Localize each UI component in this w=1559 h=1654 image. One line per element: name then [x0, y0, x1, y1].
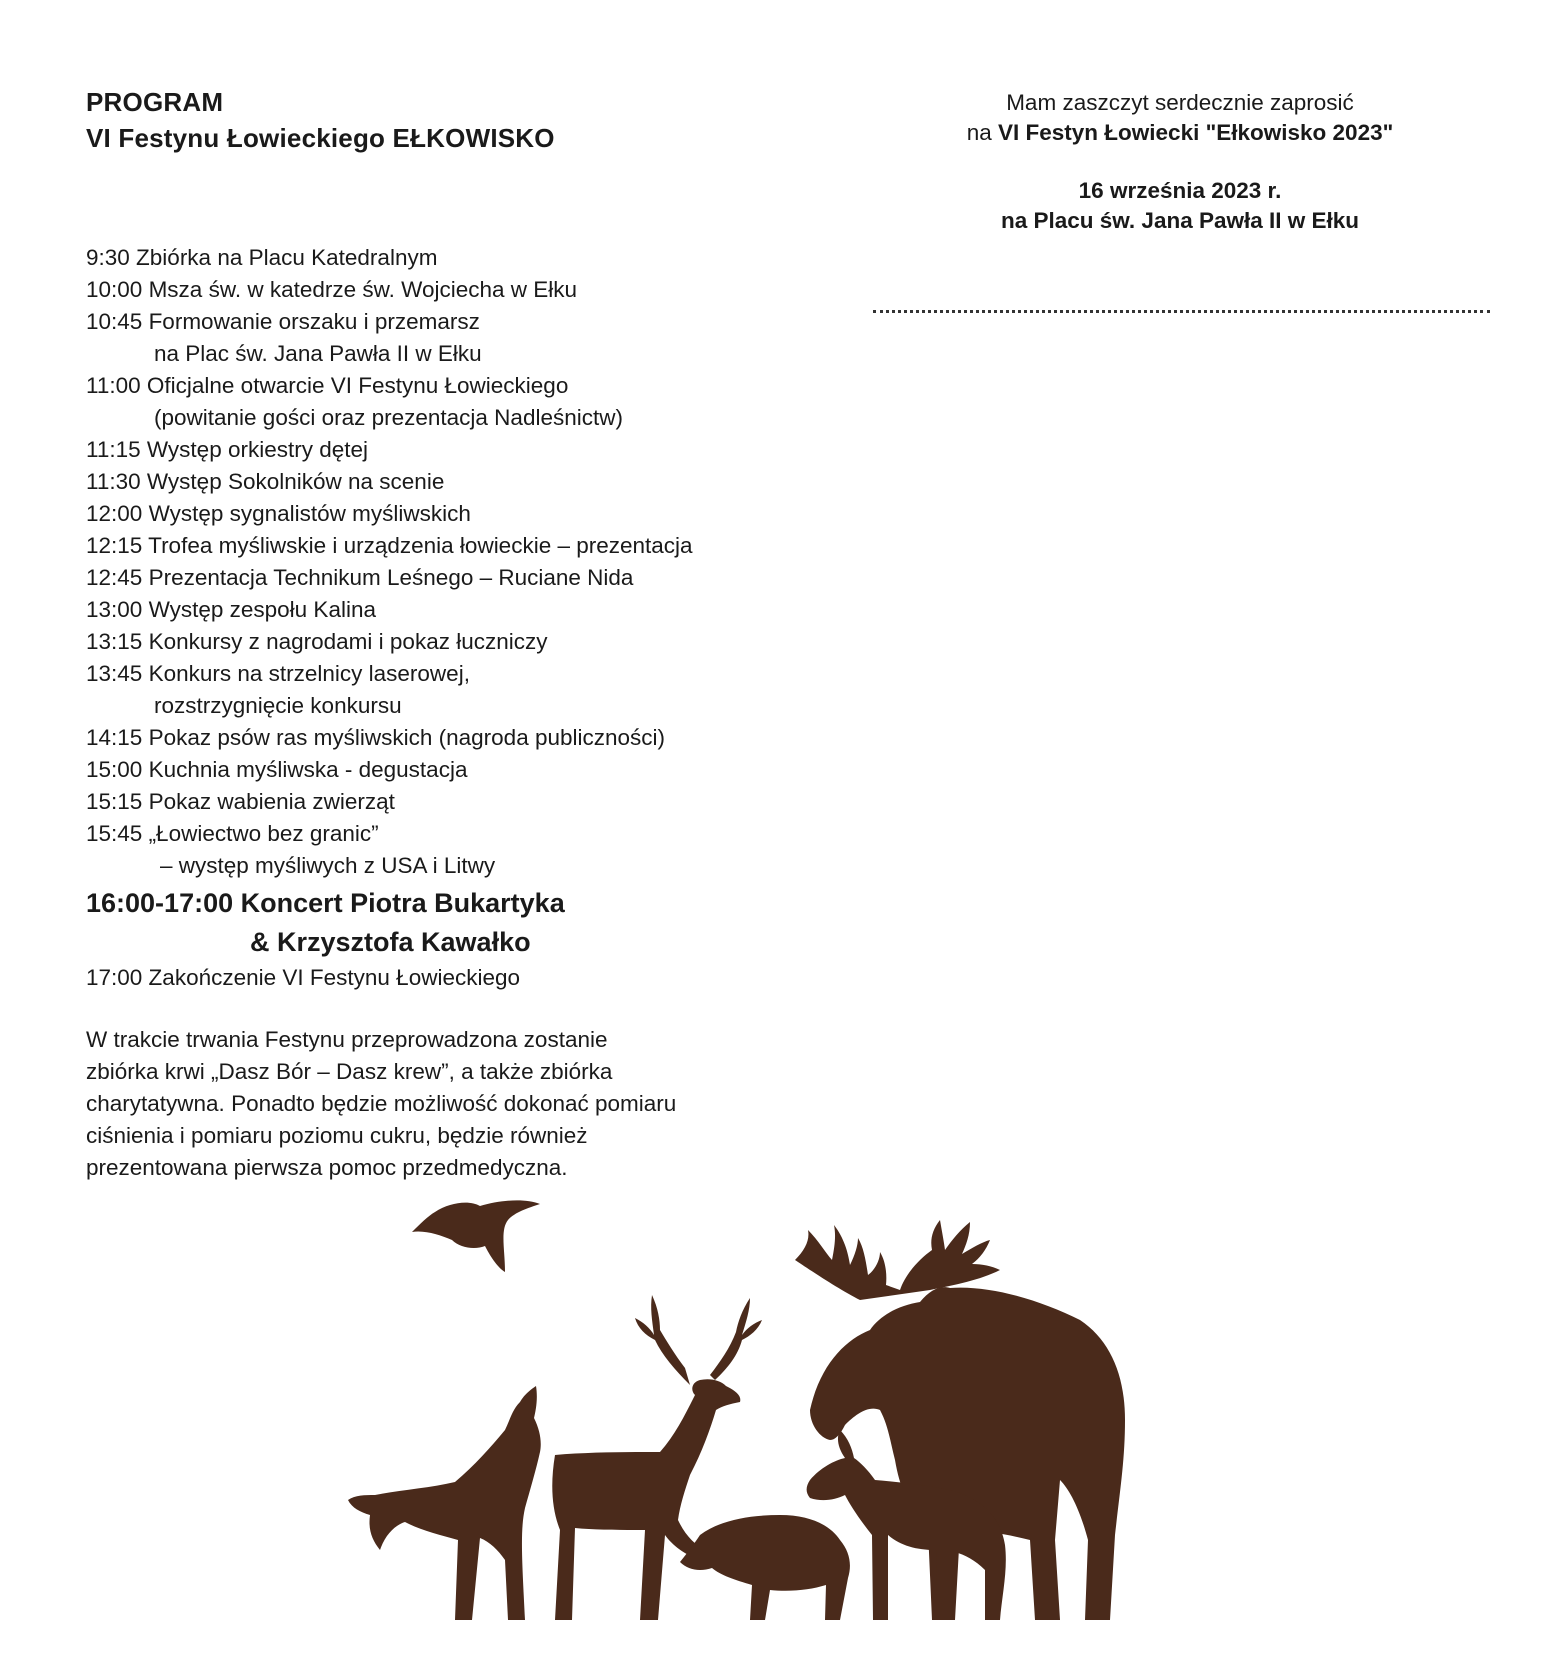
- festival-note: [86, 1024, 766, 1184]
- schedule-text: Trofea myśliwskie i urządzenia łowieckie – prezentacja: [142, 533, 693, 558]
- schedule-item: [86, 754, 766, 786]
- wolf-silhouette: [348, 1386, 541, 1620]
- invitation-line-1: Mam zaszczyt serdecznie zaprosić: [1006, 90, 1354, 115]
- deer-silhouette: [552, 1379, 740, 1620]
- closing-item: 17:00 Zakończenie VI Festynu Łowieckiego: [86, 965, 521, 990]
- schedule-item: [86, 658, 766, 722]
- schedule-item: [86, 562, 766, 594]
- schedule-item: [86, 306, 766, 370]
- schedule-time: 9:30: [86, 245, 130, 270]
- note-line: zbiórka krwi „Dasz Bór – Dasz krew”, a także zbiórka: [86, 1059, 613, 1084]
- schedule-line: [86, 434, 766, 466]
- schedule-time: 12:45: [86, 565, 143, 590]
- invitation-column: [860, 88, 1500, 236]
- schedule-item: [86, 434, 766, 466]
- schedule-text: Kuchnia myśliwska - degustacja: [142, 757, 468, 782]
- note-line: prezentowana pierwsza pomoc przedmedyczna.: [86, 1155, 568, 1180]
- schedule-continuation: – występ myśliwych z USA i Litwy: [160, 853, 496, 878]
- schedule-text: „Łowiectwo bez granic”: [142, 821, 379, 846]
- schedule-line: [86, 594, 766, 626]
- schedule-time: 15:15: [86, 789, 143, 814]
- note-line: W trakcie trwania Festynu przeprowadzona zostanie: [86, 1027, 608, 1052]
- invitation-place: na Placu św. Jana Pawła II w Ełku: [1000, 208, 1360, 233]
- program-subtitle: VI Festynu Łowieckiego EŁKOWISKO: [86, 123, 555, 153]
- schedule-time: 15:00: [86, 757, 143, 782]
- schedule-line: [86, 786, 766, 818]
- schedule-item: [86, 594, 766, 626]
- invitation-prefix: na: [966, 120, 999, 145]
- schedule-text: Oficjalne otwarcie VI Festynu Łowieckiego: [140, 373, 569, 398]
- schedule-line: [86, 242, 766, 274]
- schedule-time: 12:15: [86, 533, 143, 558]
- schedule-item: [86, 466, 766, 498]
- schedule-time: 10:00: [86, 277, 143, 302]
- concert-highlight: [86, 884, 766, 962]
- schedule-text: Konkurs na strzelnicy laserowej,: [142, 661, 470, 686]
- schedule-continuation: na Plac św. Jana Pawła II w Ełku: [154, 341, 482, 366]
- schedule-text: Msza św. w katedrze św. Wojciecha w Ełku: [142, 277, 578, 302]
- concert-line-2: & Krzysztofa Kawałko: [250, 927, 531, 957]
- schedule-line: [86, 658, 766, 690]
- schedule-item: [86, 242, 766, 274]
- schedule-time: 13:00: [86, 597, 143, 622]
- schedule-item: [86, 786, 766, 818]
- concert-line-1: 16:00-17:00 Koncert Piotra Bukartyka: [86, 888, 565, 918]
- schedule-time: 11:15: [86, 437, 141, 462]
- schedule-line: [86, 626, 766, 658]
- schedule-item: [86, 274, 766, 306]
- schedule-list: [86, 242, 766, 994]
- schedule-text: Występ sygnalistów myśliwskich: [142, 501, 471, 526]
- schedule-continuation: rozstrzygnięcie konkursu: [154, 693, 402, 718]
- schedule-text: Prezentacja Technikum Leśnego – Ruciane Nida: [142, 565, 634, 590]
- schedule-line: [86, 306, 766, 338]
- schedule-text: Pokaz psów ras myśliwskich (nagroda publiczności): [142, 725, 666, 750]
- schedule-item: [86, 498, 766, 530]
- signature-line: [873, 310, 1490, 313]
- program-column: [86, 84, 766, 1184]
- schedule-line: [86, 466, 766, 498]
- schedule-time: 10:45: [86, 309, 143, 334]
- schedule-continuation: (powitanie gości oraz prezentacja Nadleśnictw): [154, 405, 623, 430]
- schedule-line: [86, 498, 766, 530]
- wildlife-silhouette-illustration: [340, 1190, 1180, 1630]
- schedule-text: Formowanie orszaku i przemarsz: [142, 309, 480, 334]
- schedule-time: 11:00: [86, 373, 141, 398]
- bird-silhouette: [412, 1200, 540, 1272]
- schedule-rows: [86, 242, 766, 882]
- moose-silhouette: [810, 1287, 1125, 1620]
- schedule-line: [86, 370, 766, 402]
- schedule-item: [86, 530, 766, 562]
- note-line: charytatywna. Ponadto będzie możliwość dokonać pomiaru: [86, 1091, 677, 1116]
- schedule-text: Występ orkiestry dętej: [140, 437, 369, 462]
- schedule-text: Występ Sokolników na scenie: [140, 469, 445, 494]
- invitation-date: 16 września 2023 r.: [1078, 178, 1282, 203]
- schedule-text: Pokaz wabienia zwierząt: [142, 789, 395, 814]
- schedule-text: Występ zespołu Kalina: [142, 597, 376, 622]
- schedule-line: [86, 274, 766, 306]
- schedule-text: Konkursy z nagrodami i pokaz łuczniczy: [142, 629, 548, 654]
- program-title: PROGRAM: [86, 87, 224, 117]
- schedule-line: [86, 754, 766, 786]
- invitation-line-2: [860, 118, 1500, 148]
- boar-silhouette: [680, 1515, 850, 1620]
- schedule-line: [86, 722, 766, 754]
- schedule-line: [86, 562, 766, 594]
- invitation-event-name: VI Festyn Łowiecki "Ełkowisko 2023": [998, 120, 1394, 145]
- schedule-time: 11:30: [86, 469, 141, 494]
- schedule-time: 12:00: [86, 501, 143, 526]
- schedule-time: 14:15: [86, 725, 143, 750]
- schedule-line: [86, 530, 766, 562]
- schedule-item: [86, 626, 766, 658]
- schedule-time: 15:45: [86, 821, 143, 846]
- deer-antlers: [635, 1295, 762, 1385]
- schedule-time: 13:15: [86, 629, 143, 654]
- schedule-item: [86, 370, 766, 434]
- schedule-item: [86, 818, 766, 882]
- note-line: ciśnienia i pomiaru poziomu cukru, będzie również: [86, 1123, 588, 1148]
- schedule-text: Zbiórka na Placu Katedralnym: [129, 245, 438, 270]
- schedule-line: [86, 818, 766, 850]
- schedule-item: [86, 722, 766, 754]
- schedule-time: 13:45: [86, 661, 143, 686]
